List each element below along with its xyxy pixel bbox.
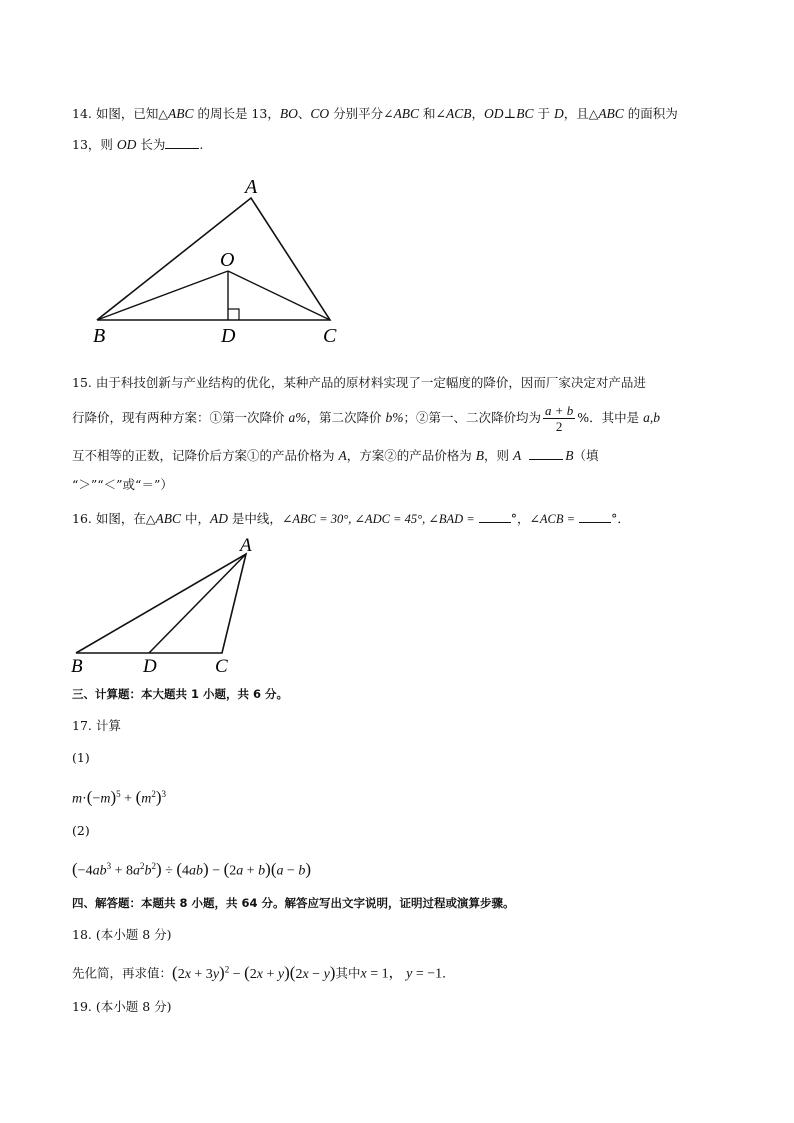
label-o: O [220, 249, 235, 271]
q14-line1: 14. 如图，已知△ABC 的周长是 13，BO、CO 分别平分∠ABC 和∠ACB，OD⊥BC 于 D，且△ABC 的面积为 [72, 106, 678, 121]
q14-line2: 13，则 OD 长为 . [72, 137, 204, 152]
q17-part1-label: (1) [72, 750, 90, 765]
triangle-abc [97, 198, 330, 320]
q17-part2-label: (2) [72, 823, 90, 838]
label-b: B [93, 325, 106, 347]
q17-expression-1: $m\cdot(-m)^5 + (m^2)^3$ [72, 787, 167, 807]
q15-line3: 互不相等的正数，记降价后方案①的产品价格为 A，方案②的产品价格为 B，则 A B（填 [72, 448, 599, 463]
label-b: B [71, 656, 83, 675]
q18-title: 18. (本小题 8 分) [72, 927, 172, 942]
answer-blank [529, 447, 563, 460]
q17-title: 17. 计算 [72, 718, 121, 733]
section-3-heading: 三、计算题：本大题共 1 小题，共 6 分。 [72, 687, 289, 701]
section-4-heading: 四、解答题：本题共 8 小题，共 64 分。解答应写出文字说明，证明过程或演算步骤。 [72, 896, 515, 910]
answer-blank [165, 136, 199, 149]
q16-line: 16. 如图，在△ABC 中，AD 是中线，∠ABC = 30°, ∠ADC = 45°, ∠BAD = °，∠ACB = °． [72, 511, 630, 526]
answer-blank [479, 510, 511, 523]
q17-expression-2: $(-4ab^3 + 8a^2b^2) \div (4ab) - (2a + b)(a - b)$ [72, 859, 312, 879]
label-a: A [240, 535, 252, 556]
q15-line2: 行降价，现有两种方案：①第一次降价 a%，第二次降价 b%；②第一、二次降价均为 $\frac{a + b}{2}$ %．其中是 a,b [72, 403, 660, 434]
fraction-a-plus-b-over-2: $\frac{a + b}{2}$ [544, 403, 574, 434]
label-c: C [323, 325, 337, 347]
q19-title: 19. (本小题 8 分) [72, 999, 172, 1014]
q18-values: x = 1， y = −1 [360, 966, 443, 982]
q18-text: 先化简，再求值：$(2x + 3y)^2 - (2x + y)(2x - y)$其中x = 1， y = −1． [72, 962, 455, 982]
q16-triangle-figure [66, 533, 266, 675]
q18-expression: $(2x + 3y)^2 - (2x + y)(2x - y)$ [172, 962, 336, 982]
q15-line1: 15. 由于科技创新与产业结构的优化，某种产品的原材料实现了一定幅度的降价，因而厂家决定对产品进 [72, 375, 646, 390]
label-d: D [221, 325, 236, 347]
label-d: D [143, 656, 157, 675]
segment-bo [97, 271, 228, 320]
right-angle-mark [228, 309, 239, 320]
label-c: C [215, 656, 228, 675]
q15-line4: “＞”“＜”或“＝”） [72, 477, 173, 492]
answer-blank [579, 510, 611, 523]
label-a: A [245, 176, 258, 198]
q14-triangle-figure [80, 172, 360, 350]
median-ad [149, 554, 246, 653]
triangle-abc [76, 554, 246, 653]
